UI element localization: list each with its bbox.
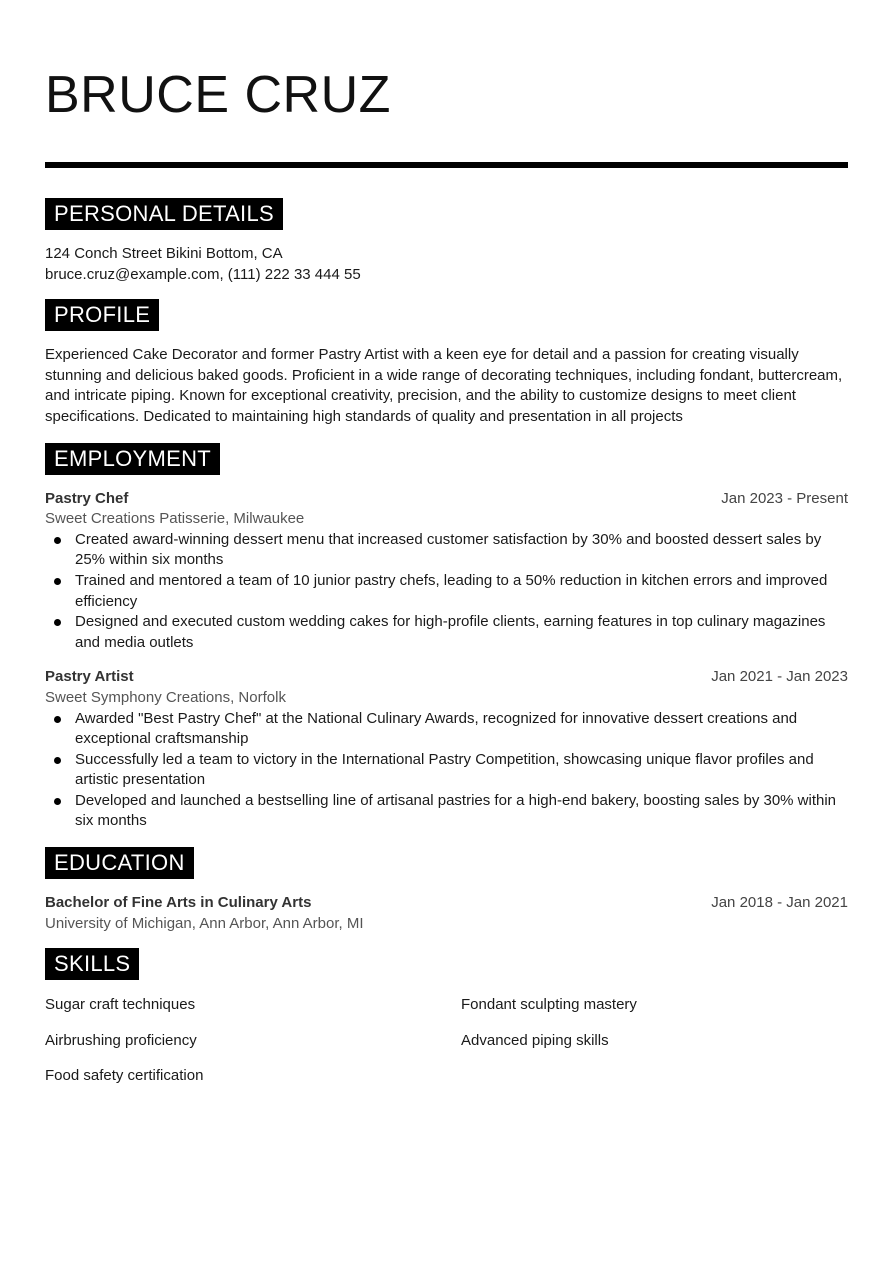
bullet-dot-icon [54,757,61,764]
education-dates: Jan 2018 - Jan 2021 [711,894,848,912]
education-heading: EDUCATION [45,847,194,879]
personal-details-heading: PERSONAL DETAILS [45,198,283,230]
job-title: Pastry Chef [45,489,129,507]
job-dates: Jan 2021 - Jan 2023 [711,668,848,686]
bullet-dot-icon [54,798,61,805]
job-bullets [45,709,848,833]
profile-heading: PROFILE [45,299,159,331]
profile-section [45,299,848,427]
job-bullet [75,612,848,653]
personal-details-section [45,198,848,285]
bullet-text: Created award-winning dessert menu that increased customer satisfaction by 30% and boosted dessert sales by 25% within six months [75,530,822,569]
job-bullet [75,709,848,750]
skill-item: Advanced piping skills [461,1031,609,1049]
job-bullet [75,530,848,571]
job-bullets [45,530,848,654]
job-entry [45,489,848,654]
bullet-dot-icon [54,619,61,626]
skills-list [45,995,848,1087]
skill-item: Sugar craft techniques [45,996,196,1014]
job-header [45,667,848,688]
address-text: 124 Conch Street Bikini Bottom, CA [45,245,283,262]
personal-details-body [45,244,848,285]
job-header [45,489,848,510]
job-bullet [75,750,848,791]
education-entry [45,893,848,934]
job-entry [45,667,848,832]
header-divider [45,162,848,168]
skills-heading: SKILLS [45,948,139,980]
school-name: University of Michigan, Ann Arbor, Ann Arbor, MI [45,914,364,932]
skill-item: Food safety certification [45,1067,204,1085]
job-bullet [75,571,848,612]
employment-section [45,443,848,833]
bullet-dot-icon [54,537,61,544]
bullet-text: Developed and launched a bestselling line of artisanal pastries for a high-end bakery, boosting sales by 30% within six months [75,791,837,830]
bullet-text: Successfully led a team to victory in the International Pastry Competition, showcasing unique flavor profiles and artistic presentation [75,750,814,789]
education-section [45,847,848,934]
bullet-dot-icon [54,716,61,723]
bullet-dot-icon [54,578,61,585]
bullet-text: Awarded "Best Pastry Chef" at the National Culinary Awards, recognized for innovative dessert creations and exceptional craftsmanship [75,709,798,748]
job-company: Sweet Creations Patisserie, Milwaukee [45,510,305,528]
skill-item: Airbrushing proficiency [45,1031,197,1049]
profile-summary: Experienced Cake Decorator and former Pastry Artist with a keen eye for detail and a passion for creating visually stunning and delicious baked goods. Proficient in a wide range of decorating techniques, including fondant, buttercream, and intricate piping. Known for exceptional creativity, precision, and the ability to customize designs to meet client specifications. Dedicated to maintaining high standards of quality and presentation in all projects [45,346,843,425]
skill-item: Fondant sculpting mastery [461,996,637,1014]
job-dates: Jan 2023 - Present [721,489,848,507]
skills-section [45,948,848,1087]
candidate-name: BRUCE CRUZ [45,66,391,124]
degree-title: Bachelor of Fine Arts in Culinary Arts [45,894,312,912]
bullet-text: Designed and executed custom wedding cakes for high-profile clients, earning features in top culinary magazines and media outlets [75,613,826,651]
education-header [45,893,848,914]
bullet-text: Trained and mentored a team of 10 junior pastry chefs, leading to a 50% reduction in kitchen errors and improved efficiency [75,571,828,610]
job-title: Pastry Artist [45,668,134,686]
job-bullet [75,791,848,832]
employment-heading: EMPLOYMENT [45,443,220,475]
contact-text: bruce.cruz@example.com, (111) 222 33 444 55 [45,265,361,283]
job-company: Sweet Symphony Creations, Norfolk [45,688,286,706]
